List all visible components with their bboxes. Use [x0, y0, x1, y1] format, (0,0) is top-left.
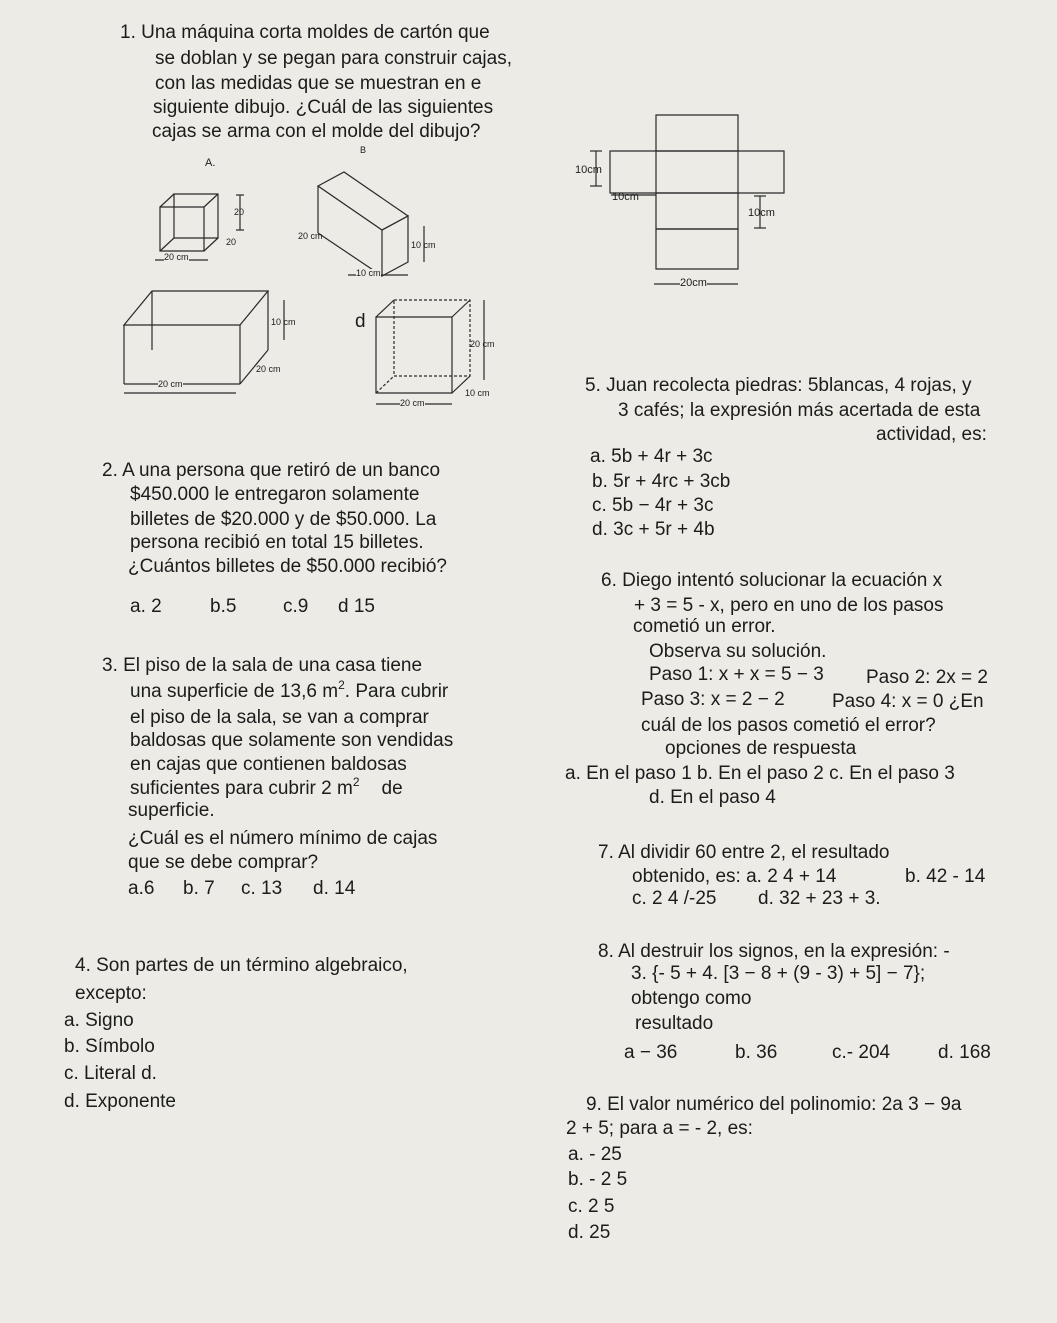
q5-line: 3 cafés; la expresión más acertada de esta — [618, 400, 981, 421]
cube-dim-width: 20 cm — [164, 252, 189, 262]
q3-line — [130, 775, 403, 799]
q8-option[interactable]: b. 36 — [735, 1042, 778, 1063]
cube-dim-height: 20 — [234, 207, 245, 217]
prism-dim-height: 10 cm — [411, 240, 436, 250]
prism-dim-width: 10 cm — [356, 268, 381, 278]
q5-line: actividad, es: — [876, 424, 987, 445]
q1-line: se doblan y se pegan para construir cajas, — [155, 48, 512, 69]
q6-line: 6. Diego intentó solucionar la ecuación x — [601, 570, 943, 591]
q3-line: el piso de la sala, se van a comprar — [130, 707, 429, 728]
q3-line: que se debe comprar? — [128, 852, 319, 873]
q5-option[interactable]: c. 5b − 4r + 3c — [592, 495, 714, 516]
q9-line: 9. El valor numérico del polinomio: 2a 3 − 9a — [586, 1094, 962, 1115]
q6-step-3: Paso 3: x = 2 − 2 — [641, 689, 785, 710]
q2-line: 2. A una persona que retiró de un banco — [102, 460, 441, 481]
q3-line: 3. El piso de la sala de una casa tiene — [102, 655, 423, 676]
q2-line: billetes de $20.000 y de $50.000. La — [130, 509, 437, 530]
q8-line: resultado — [635, 1013, 714, 1034]
prism-option-b — [318, 172, 424, 276]
q4-option[interactable]: b. Símbolo — [64, 1036, 155, 1057]
q9-line: 2 + 5; para a = - 2, es: — [566, 1118, 753, 1139]
q3-area-text: una superficie de 13,6 m — [130, 681, 339, 702]
q6-line: Observa su solución. — [649, 641, 827, 662]
box-d-dim-depth: 10 cm — [465, 388, 490, 398]
q8-line: 8. Al destruir los signos, en la expresión: - — [598, 941, 950, 962]
q6-step-2: Paso 2: 2x = 2 — [866, 667, 988, 688]
q6-line: cometió un error. — [633, 616, 776, 637]
cube-option-a — [155, 194, 244, 260]
q3-area-exponent: 2 — [338, 678, 345, 692]
q3-option[interactable]: b. 7 — [183, 878, 215, 899]
q1-line: siguiente dibujo. ¿Cuál de las siguientes — [153, 97, 494, 118]
q9-option[interactable]: c. 2 5 — [568, 1196, 615, 1217]
q2-line: persona recibió en total 15 billetes. — [130, 532, 424, 553]
option-b-label: B — [360, 145, 367, 155]
q6-options[interactable]: a. En el paso 1 b. En el paso 2 c. En el paso 3 — [565, 763, 955, 784]
q9-option[interactable]: a. - 25 — [568, 1144, 622, 1165]
box-c-dim-height: 10 cm — [271, 317, 296, 327]
box-c-dim-depth: 20 cm — [256, 364, 281, 374]
q7-option-c[interactable]: c. 2 4 /-25 — [632, 888, 717, 909]
q3-line: baldosas que solamente son vendidas — [130, 730, 454, 751]
q4-line: 4. Son partes de un término algebraico, — [75, 955, 408, 976]
q6-step-1: Paso 1: x + x = 5 − 3 — [649, 664, 824, 685]
q8-expression: 3. {- 5 + 4. [3 − 8 + (9 - 3) + 5] − 7}; — [631, 963, 926, 984]
box-option-c — [124, 291, 284, 393]
box-d-dim-width: 20 cm — [400, 398, 425, 408]
q3-line: ¿Cuál es el número mínimo de cajas — [128, 828, 438, 849]
q3-area-tail: . Para cubrir — [344, 681, 449, 702]
q5-option[interactable]: b. 5r + 4rc + 3cb — [592, 471, 731, 492]
q4-option[interactable]: c. Literal d. — [64, 1063, 157, 1084]
q7-line: 7. Al dividir 60 entre 2, el resultado — [598, 842, 890, 863]
q6-line: + 3 = 5 - x, pero en uno de los pasos — [634, 595, 944, 616]
q8-line: obtengo como — [631, 988, 752, 1009]
option-a-label: A. — [205, 157, 216, 169]
q3-option[interactable]: c. 13 — [241, 878, 283, 899]
q3-line: en cajas que contienen baldosas — [130, 754, 407, 775]
q6-option[interactable]: d. En el paso 4 — [649, 787, 776, 808]
q2-line: $450.000 le entregaron solamente — [130, 484, 420, 505]
q1-line: con las medidas que se muestran en e — [155, 73, 482, 94]
cube-dim-depth: 20 — [226, 237, 237, 247]
prism-dim-length: 20 cm — [298, 231, 323, 241]
q5-option[interactable]: a. 5b + 4r + 3c — [590, 446, 713, 467]
q6-step-4: Paso 4: x = 0 ¿En — [832, 691, 984, 712]
q3-cover-exponent: 2 — [352, 775, 360, 789]
net-dim-right: 10cm — [748, 207, 775, 219]
net-dim-left: 10cm — [612, 191, 639, 203]
q4-line: excepto: — [75, 983, 147, 1004]
q3-option[interactable]: a.6 — [128, 878, 155, 899]
q3-line — [130, 678, 449, 702]
q2-option[interactable]: d 15 — [338, 596, 375, 617]
q3-option[interactable]: d. 14 — [313, 878, 356, 899]
q1-line: 1. Una máquina corta moldes de cartón que — [120, 22, 490, 43]
box-d-dim-height: 20 cm — [470, 339, 495, 349]
q7-option-d[interactable]: d. 32 + 23 + 3. — [758, 888, 881, 909]
q7-option-b[interactable]: b. 42 - 14 — [905, 866, 986, 887]
q3-cover-tail: de — [381, 778, 403, 799]
q2-option[interactable]: c.9 — [283, 596, 309, 617]
box-c-dim-width: 20 cm — [158, 379, 183, 389]
q4-option[interactable]: d. Exponente — [64, 1091, 176, 1112]
q7-option-a[interactable]: obtenido, es: a. 2 4 + 14 — [632, 866, 837, 887]
q9-option[interactable]: b. - 2 5 — [568, 1169, 628, 1190]
q2-option[interactable]: b.5 — [210, 596, 237, 617]
q8-option[interactable]: c.- 204 — [832, 1042, 891, 1063]
net-dim-bottom: 20cm — [680, 277, 707, 289]
q3-line: superficie. — [128, 800, 215, 821]
q6-line: cuál de los pasos cometió el error? — [641, 715, 936, 736]
q9-option[interactable]: d. 25 — [568, 1222, 611, 1243]
q8-option[interactable]: a − 36 — [624, 1042, 678, 1063]
q5-line: 5. Juan recolecta piedras: 5blancas, 4 rojas, y — [585, 375, 972, 396]
option-d-label: d — [355, 311, 366, 332]
q5-option[interactable]: d. 3c + 5r + 4b — [592, 519, 715, 540]
q6-line: opciones de respuesta — [665, 738, 857, 759]
q1-line: cajas se arma con el molde del dibujo? — [152, 121, 481, 142]
net-dim-top: 10cm — [575, 164, 602, 176]
q3-cover-text: suficientes para cubrir 2 m — [130, 778, 353, 799]
q2-option[interactable]: a. 2 — [130, 596, 162, 617]
q8-option[interactable]: d. 168 — [938, 1042, 991, 1063]
q4-option[interactable]: a. Signo — [64, 1010, 134, 1031]
q2-line: ¿Cuántos billetes de $50.000 recibió? — [128, 556, 447, 577]
